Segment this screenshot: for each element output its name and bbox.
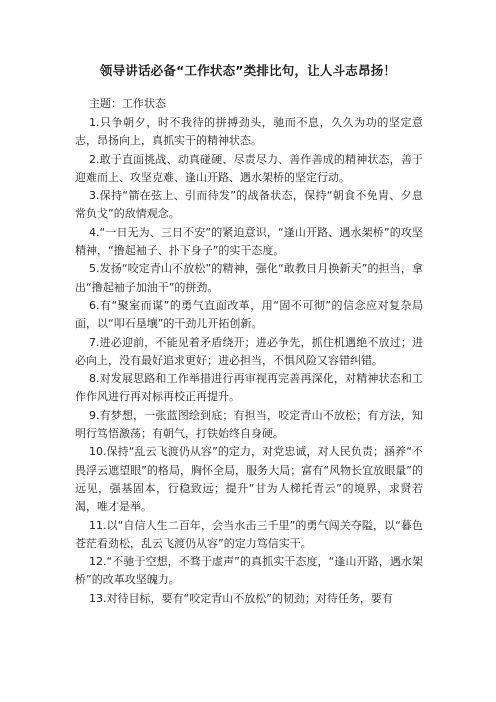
list-item: 10.保持“乱云飞渡仍从容”的定力，对党忠诚，对人民负责；涵养“不畏浮云遮望眼”的格局，胸怀全局，服务大局；富有“风物长宜放眼量”的远见，强基固本，行稳致远；提升“甘为人梯托青云”的境界，求贤若渴，唯才是举。	[75, 445, 423, 514]
list-item: 3.保持“箭在弦上、引而待发”的战备状态，保持“朝食不免胄、夕息常负戈”的敌情观念。	[75, 189, 423, 221]
list-item: 1.只争朝夕，时不我待的拼搏劲头，驰而不息，久久为功的坚定意志，昂扬向上，真抓实干的精神状态。	[75, 116, 423, 148]
list-item: 8.对发展思路和工作举措进行再审视再完善再深化，对精神状态和工作作风进行再对标再校正再提升。	[75, 372, 423, 404]
document-body	[75, 114, 423, 608]
list-item: 7.进必迎前，不能见着矛盾绕开；进必争先，抓住机遇绝不放过；进必向上，没有最好追求更好；进必担当，不惧风险又容错纠错。	[75, 335, 423, 367]
list-item: 11.以“自信人生二百年，会当水击三千里”的勇气闯关夺隘，以“暮色苍茫看劲松，乱云飞渡仍从容”的定力笃信实干。	[75, 518, 423, 550]
document-title: 领导讲话必备“工作状态”类排比句，让人斗志昂扬！	[99, 63, 397, 78]
list-item: 12.“不驰于空想，不骛于虚声”的真抓实干态度，“逢山开路，遇水架桥”的改革攻坚魄力。	[75, 555, 423, 587]
list-item: 4.“一日无为、三日不安”的紧迫意识，“逢山开路、遇水架桥”的攻坚精神，“撸起袖子、扑下身子”的实干态度。	[75, 225, 423, 258]
list-item: 2.敢于直面挑战、动真碰硬、尽责尽力、善作善成的精神状态，善于迎难而上、攻坚克难、逢山开路、遇水架桥的坚定行动。	[75, 152, 423, 184]
document-subject: 主题：工作状态	[89, 97, 166, 110]
list-item: 6.有“聚室而谋”的勇气直面改革，用“固不可彻”的信念应对复杂局面，以“叩石垦壤”的干劲儿开拓创新。	[75, 298, 423, 331]
list-item: 13.对待目标，要有“咬定青山不放松”的韧劲；对待任务，要有	[89, 591, 393, 605]
list-item: 9.有梦想，一张蓝图绘到底；有担当，咬定青山不放松；有方法，知明行笃悟激荡；有朝气，打铁始终自身硬。	[75, 408, 423, 441]
list-item: 5.发扬“咬定青山不放松”的精神，强化“敢教日月换新天”的担当，拿出“撸起袖子加油干”的拼劲。	[75, 262, 423, 294]
